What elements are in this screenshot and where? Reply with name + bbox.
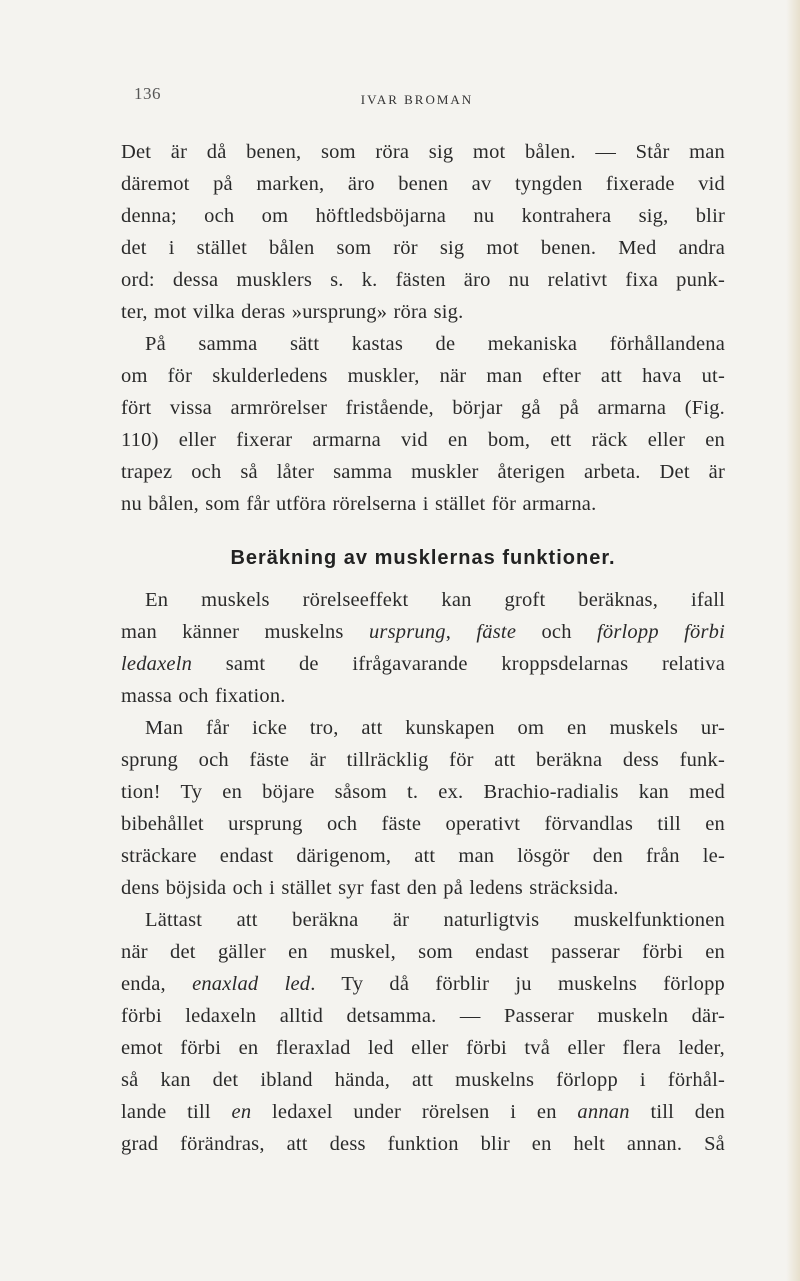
text-run: till den	[629, 1101, 725, 1123]
italic-term-annan: annan	[577, 1101, 630, 1123]
text-run: ledaxel under rörelsen i en	[251, 1101, 578, 1123]
page-header	[112, 84, 722, 108]
text-line: förbi ledaxeln alltid detsamma. — Passerar muskeln där-	[121, 1005, 725, 1027]
text-run: lande till	[121, 1101, 232, 1123]
text-line: På samma sätt kastas de mekaniska förhållandena	[145, 333, 725, 355]
text-line: när det gäller en muskel, som endast passerar förbi en	[121, 941, 725, 963]
text-line: denna; och om höftledsböjarna nu kontrahera sig, blir	[121, 205, 725, 227]
text-line: dens böjsida och i stället syr fast den på ledens sträcksida.	[121, 877, 619, 899]
running-head: IVAR BROMAN	[360, 92, 474, 107]
text-line: ter, mot vilka deras »ursprung» röra sig.	[121, 301, 464, 323]
text-line	[121, 648, 725, 680]
text-run: ,	[445, 621, 477, 643]
section-heading: Beräkning av musklernas funktioner.	[230, 547, 616, 569]
text-line: En muskels rörelseeffekt kan groft beräknas, ifall	[145, 589, 725, 611]
text-line: 110) eller fixerar armarna vid en bom, ett räck eller en	[121, 429, 725, 451]
italic-term-ursprung: ursprung	[368, 621, 446, 643]
text-line: bibehållet ursprung och fäste operativt förvandlas till en	[121, 813, 725, 835]
italic-term-faste: fäste	[476, 621, 517, 643]
text-run: samt de ifrågavarande kroppsdelarnas relativa	[192, 653, 725, 675]
text-line: tion! Ty en böjare såsom t. ex. Brachio-radialis kan med	[121, 781, 725, 803]
text-line: däremot på marken, äro benen av tyngden fixerade vid	[121, 173, 725, 195]
text-line	[121, 1096, 725, 1128]
italic-term-ledaxeln: ledaxeln	[121, 653, 193, 675]
italic-term-en: en	[231, 1101, 252, 1123]
text-line: Det är då benen, som röra sig mot bålen. — Står man	[121, 141, 725, 163]
text-line: sprung och fäste är tillräcklig för att beräkna dess funk-	[121, 749, 725, 771]
text-line: om för skulderledens muskler, när man efter att hava ut-	[121, 365, 725, 387]
body-text	[121, 136, 725, 1160]
text-line: så kan det ibland hända, att muskelns förlopp i förhål-	[121, 1069, 725, 1091]
text-line: grad förändras, att dess funktion blir en helt annan. Så	[121, 1133, 725, 1155]
text-line: nu bålen, som får utföra rörelserna i stället för armarna.	[121, 493, 597, 515]
text-line: ord: dessa musklers s. k. fästen äro nu relativt fixa punk-	[121, 269, 725, 291]
text-line: Man får icke tro, att kunskapen om en muskels ur-	[145, 717, 725, 739]
text-line: sträckare endast därigenom, att man lösgör den från le-	[121, 845, 725, 867]
paragraph-3	[121, 584, 725, 712]
text-line	[121, 968, 725, 1000]
italic-term-forlopp: förlopp förbi	[597, 621, 725, 643]
text-run: man känner muskelns	[121, 621, 369, 643]
text-line: emot förbi en fleraxlad led eller förbi två eller flera leder,	[121, 1037, 725, 1059]
text-line: massa och fixation.	[121, 685, 286, 707]
paragraph-1	[121, 136, 725, 328]
paragraph-4	[121, 712, 725, 904]
text-line: fört vissa armrörelser fristående, börjar gå på armarna (Fig.	[121, 397, 725, 419]
text-run: och	[516, 621, 598, 643]
text-line: det i stället bålen som rör sig mot benen. Med andra	[121, 237, 725, 259]
paragraph-2	[121, 328, 725, 520]
page-edge-shadow	[786, 0, 800, 1281]
text-run: . Ty då förblir ju muskelns förlopp	[310, 973, 725, 995]
text-line: trapez och så låter samma muskler återigen arbeta. Det är	[121, 461, 725, 483]
text-line	[121, 616, 725, 648]
text-line: Lättast att beräkna är naturligtvis muskelfunktionen	[145, 909, 725, 931]
paragraph-5	[121, 904, 725, 1160]
italic-term-enaxlad-led: enaxlad led	[192, 973, 311, 995]
page-number: 136	[134, 84, 161, 103]
text-run: enda,	[121, 973, 193, 995]
